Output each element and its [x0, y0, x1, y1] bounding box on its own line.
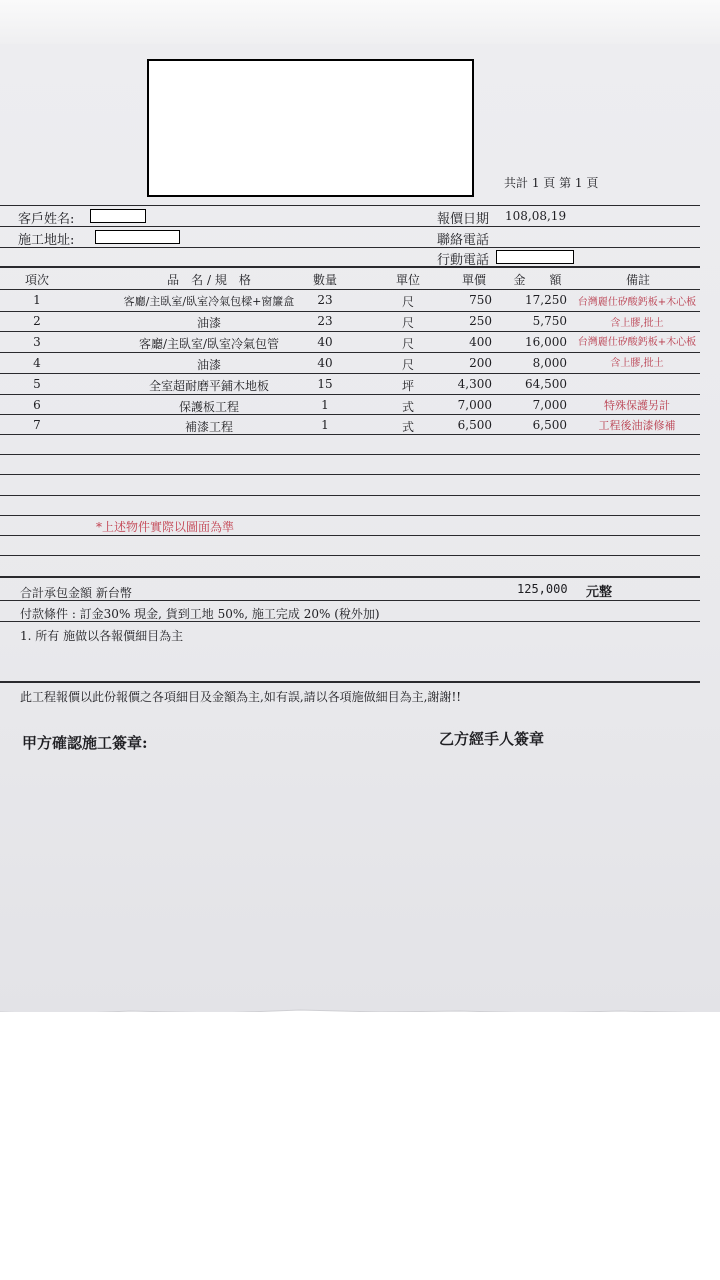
divider [0, 576, 700, 578]
row-qty: 23 [317, 314, 333, 328]
row-amount: 7,000 [532, 398, 567, 412]
row-unit: 尺 [401, 295, 414, 309]
divider [0, 289, 700, 290]
divider [0, 226, 700, 227]
row-no: 7 [33, 418, 41, 432]
blank-paper-below [0, 1012, 720, 1280]
row-amount: 16,000 [525, 335, 567, 349]
row-name: 客廳/主臥室/臥室冷氣包樑+窗簾盒 [123, 295, 295, 308]
row-no: 5 [33, 377, 41, 391]
row-price: 250 [469, 314, 492, 328]
contact-phone-label: 聯絡電話 [437, 233, 490, 248]
divider [0, 681, 700, 683]
total-label: 合計承包金額 新台幣 [20, 586, 132, 600]
row-price: 4,300 [457, 377, 492, 391]
row-no: 2 [33, 314, 41, 328]
row-amount: 8,000 [532, 356, 567, 370]
party-b-signature-label: 乙方經手人簽章 [439, 730, 545, 748]
divider [0, 434, 700, 435]
row-price: 200 [469, 356, 492, 370]
row-amount: 5,750 [532, 314, 567, 328]
row-price: 7,000 [457, 398, 492, 412]
row-note: 台灣麗仕矽酸鈣板+木心板 [577, 337, 697, 348]
divider [0, 555, 700, 556]
row-unit: 尺 [401, 358, 414, 372]
divider [0, 474, 700, 475]
row-qty: 1 [321, 418, 329, 432]
row-no: 6 [33, 398, 41, 412]
row-note: 工程後油漆修補 [598, 419, 676, 432]
row-unit: 尺 [401, 337, 414, 351]
row-no: 4 [33, 356, 41, 370]
row-name: 油漆 [196, 358, 221, 372]
table-row [0, 333, 720, 353]
table-row [0, 375, 720, 395]
terms-note-1: 1. 所有 施做以各報價細目為主 [20, 629, 184, 643]
row-amount: 64,500 [525, 377, 567, 391]
total-amount: 125,000 [517, 582, 568, 596]
table-row [0, 312, 720, 332]
row-qty: 23 [317, 293, 333, 307]
row-price: 400 [469, 335, 492, 349]
row-name: 全室超耐磨平鋪木地板 [148, 379, 269, 393]
site-address-label: 施工地址: [18, 233, 75, 248]
divider [0, 205, 700, 206]
row-unit: 尺 [401, 316, 414, 330]
divider [0, 394, 700, 395]
row-name: 補漆工程 [184, 420, 233, 434]
divider [0, 266, 700, 268]
divider [0, 352, 700, 353]
customer-name-label: 客戶姓名: [18, 212, 75, 227]
row-note: 含上膠,批土 [610, 318, 664, 329]
row-unit: 坪 [401, 379, 414, 393]
col-amount-header: 金 額 [513, 273, 562, 287]
row-no: 1 [33, 293, 41, 307]
redacted-address [95, 230, 180, 244]
quote-statement: 此工程報價以此份報價之各項細目及金額為主,如有誤,請以各項施做細目為主,謝謝!! [20, 690, 462, 704]
table-row [0, 354, 720, 374]
col-note-header: 備註 [625, 273, 650, 287]
row-name: 客廳/主臥室/臥室冷氣包管 [138, 337, 280, 351]
redacted-customer-name [90, 209, 146, 223]
row-no: 3 [33, 335, 41, 349]
col-qty-header: 數量 [312, 273, 337, 287]
col-price-header: 單價 [461, 273, 486, 287]
divider [0, 535, 700, 536]
quote-date-label: 報價日期 [437, 212, 490, 227]
payment-terms: 付款條件 : 訂金30% 現金, 貨到工地 50%, 施工完成 20% (稅外加) [20, 607, 380, 621]
mobile-phone-label: 行動電話 [437, 253, 490, 268]
photo-top-band [0, 0, 720, 44]
row-price: 750 [469, 293, 492, 307]
divider [0, 454, 700, 455]
row-qty: 40 [317, 335, 333, 349]
row-note: 台灣麗仕矽酸鈣板+木心板 [577, 297, 697, 308]
row-price: 6,500 [457, 418, 492, 432]
divider [0, 600, 700, 601]
divider [0, 495, 700, 496]
redacted-mobile-number [496, 250, 574, 264]
total-suffix: 元整 [586, 585, 613, 600]
divider [0, 621, 700, 622]
party-a-signature-label: 甲方確認施工簽章: [22, 734, 148, 752]
row-name: 保護板工程 [178, 400, 239, 414]
divider [0, 331, 700, 332]
row-note: 特殊保護另計 [604, 399, 670, 412]
divider [0, 247, 700, 248]
col-no-header: 項次 [24, 273, 49, 287]
table-row [0, 396, 720, 416]
col-name-header: 品 名 / 規 格 [167, 273, 251, 287]
row-qty: 40 [317, 356, 333, 370]
divider [0, 414, 700, 415]
divider [0, 515, 700, 516]
row-unit: 式 [401, 420, 414, 434]
row-qty: 15 [317, 377, 333, 391]
row-amount: 17,250 [525, 293, 567, 307]
table-header [0, 269, 720, 289]
table-row [0, 416, 720, 436]
row-amount: 6,500 [532, 418, 567, 432]
redacted-company-logo [147, 59, 474, 197]
page-count: 共計 1 頁 第 1 頁 [504, 176, 599, 190]
row-note: 含上膠,批土 [610, 358, 664, 369]
quote-date-value: 108,08,19 [505, 209, 567, 223]
divider [0, 373, 700, 374]
row-qty: 1 [321, 398, 329, 412]
table-row [0, 291, 720, 311]
row-name: 油漆 [196, 316, 221, 330]
row-unit: 式 [401, 400, 414, 414]
col-unit-header: 單位 [395, 273, 420, 287]
drawing-reference-remark: *上述物件實際以圖面為準 [96, 520, 235, 534]
